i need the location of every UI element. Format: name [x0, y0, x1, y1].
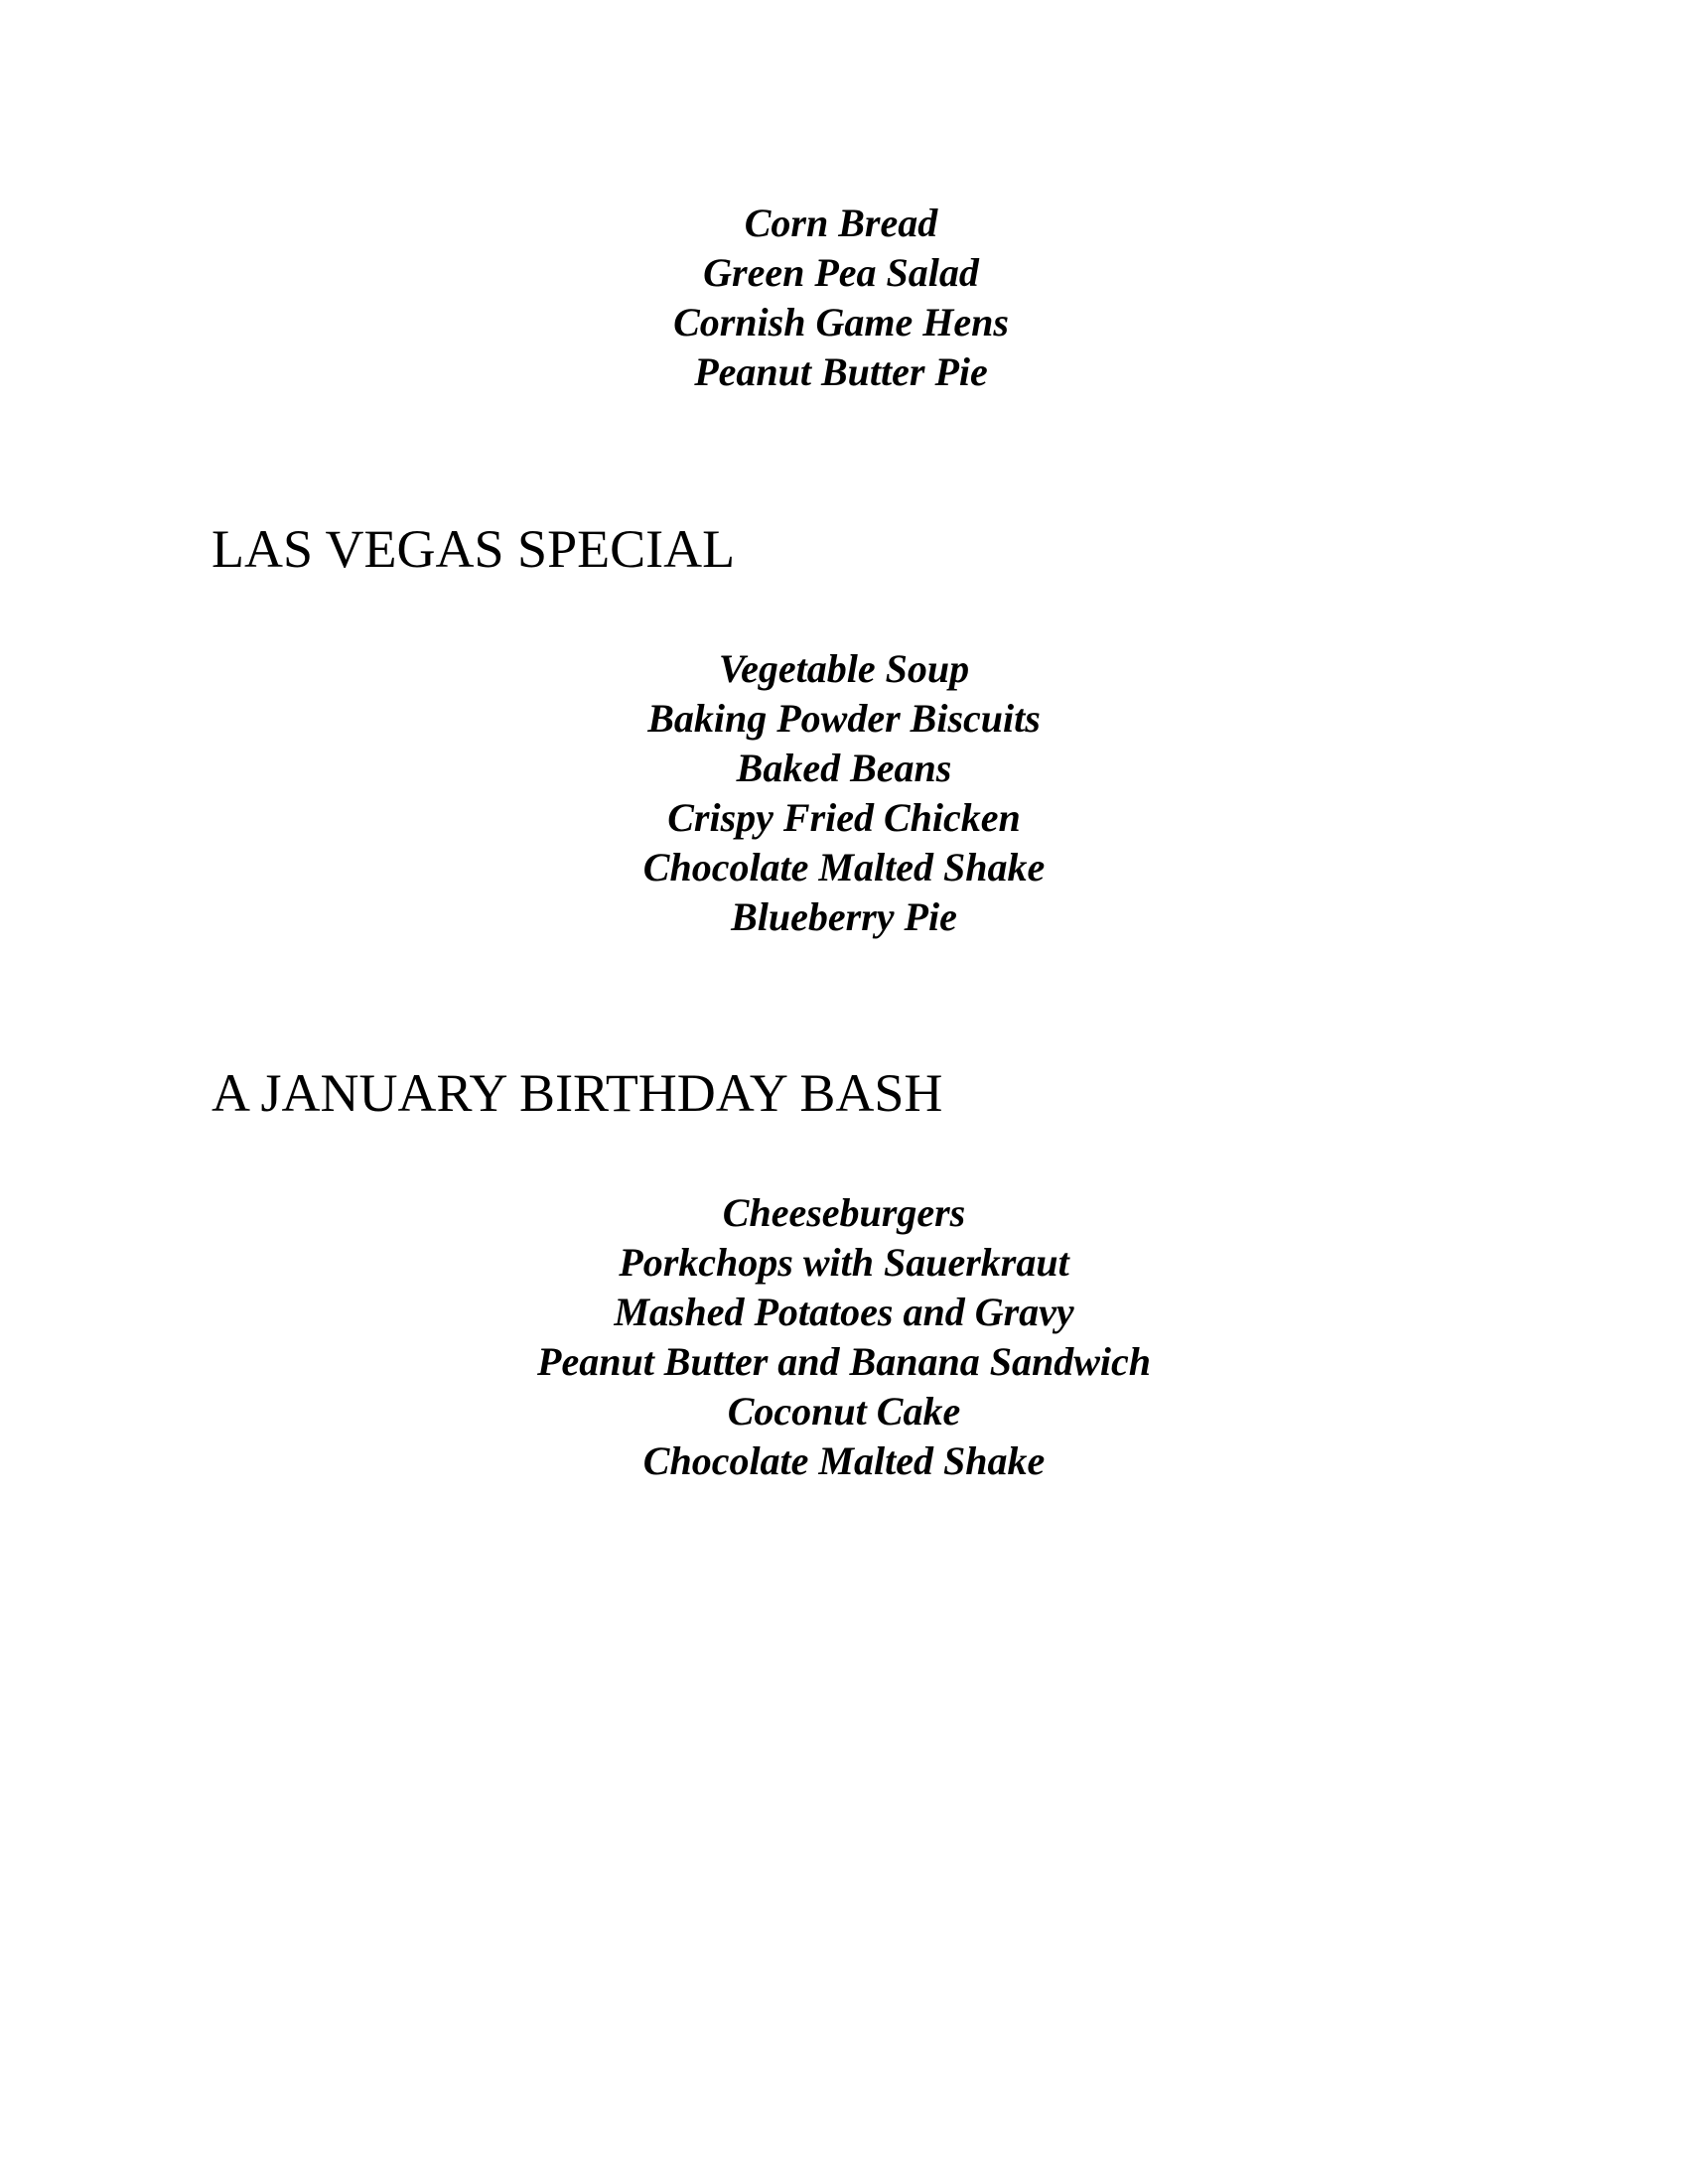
- section-heading: A JANUARY BIRTHDAY BASH: [211, 1063, 943, 1123]
- menu-item-list: [0, 1188, 1688, 1486]
- menu-item: Baked Beans: [736, 746, 952, 790]
- menu-item: Peanut Butter Pie: [694, 349, 988, 394]
- menu-item: Baking Powder Biscuits: [647, 696, 1041, 741]
- menu-item: Green Pea Salad: [703, 250, 979, 295]
- menu-item: Chocolate Malted Shake: [642, 845, 1046, 889]
- menu-item: Vegetable Soup: [718, 646, 970, 691]
- menu-item: Crispy Fried Chicken: [667, 795, 1021, 840]
- menu-item: Peanut Butter and Banana Sandwich: [537, 1339, 1151, 1384]
- menu-item-list: [0, 199, 1688, 397]
- menu-item: Chocolate Malted Shake: [642, 1438, 1046, 1483]
- section-heading: LAS VEGAS SPECIAL: [211, 519, 736, 579]
- menu-item: Corn Bread: [744, 201, 938, 245]
- menu-item: Porkchops with Sauerkraut: [619, 1240, 1069, 1285]
- menu-item: Blueberry Pie: [731, 894, 957, 939]
- menu-item: Coconut Cake: [727, 1389, 961, 1433]
- menu-item: Cornish Game Hens: [673, 300, 1009, 344]
- menu-item: Mashed Potatoes and Gravy: [614, 1290, 1074, 1334]
- menu-item-list: [0, 644, 1688, 942]
- menu-item: Cheeseburgers: [722, 1190, 966, 1235]
